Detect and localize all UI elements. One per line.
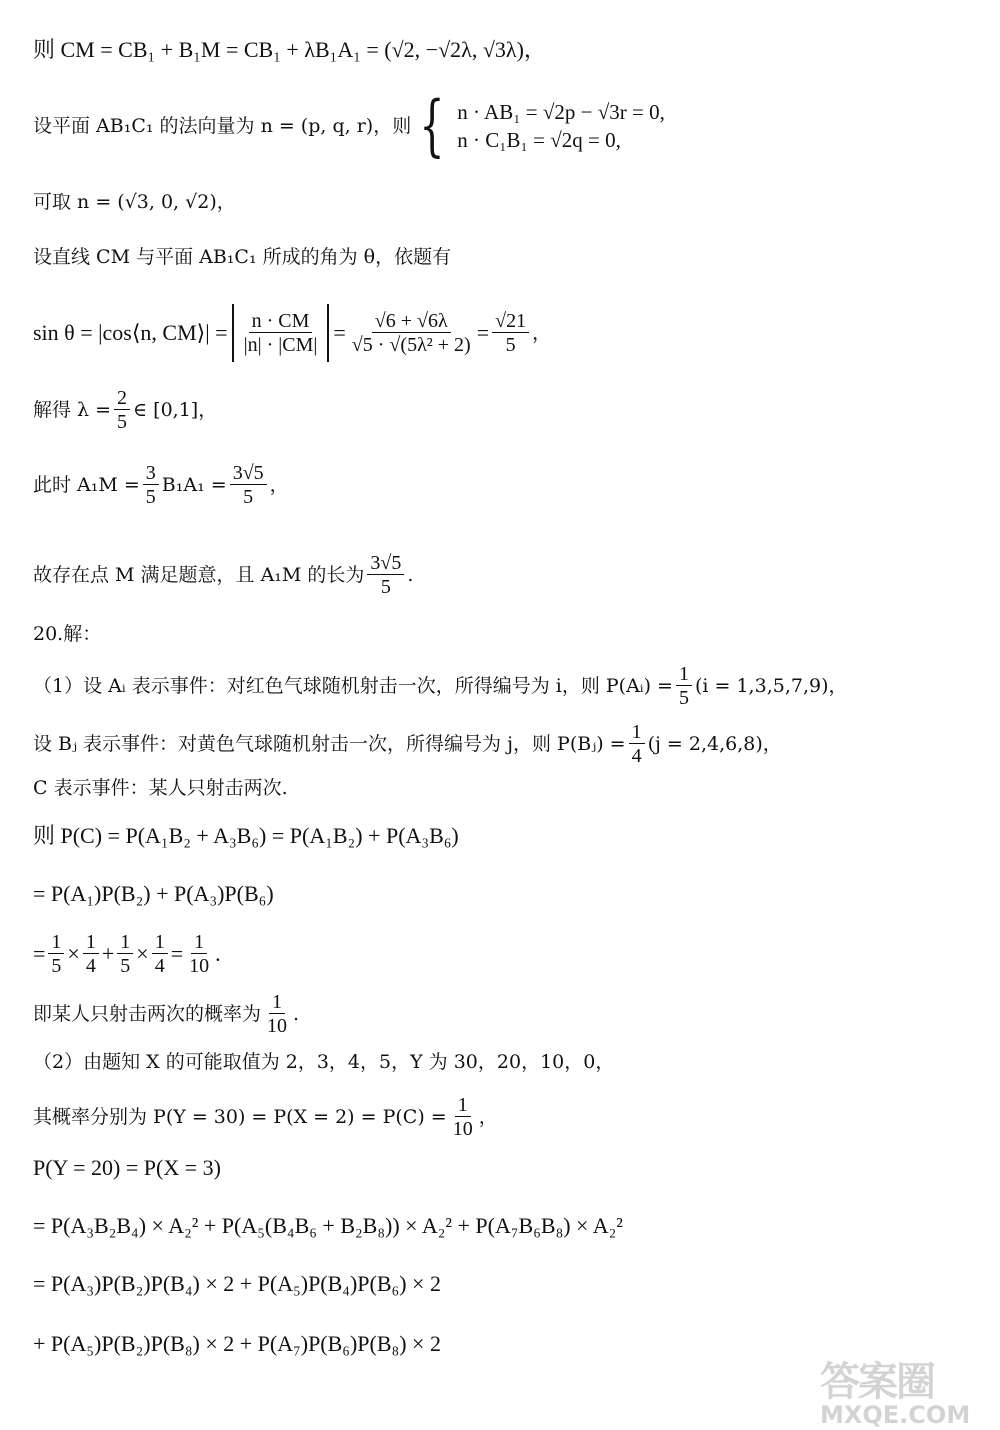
pc-conclusion-line	[33, 988, 980, 1040]
line-suffix: .	[407, 564, 414, 586]
problem-20-heading	[33, 622, 980, 646]
fraction	[629, 721, 645, 768]
fraction-numerator: √6 + √6λ	[372, 310, 451, 333]
line-text: + P(A₅)P(B₂)P(B₈) × 2 + P(A₇)P(B₆)P(B₈) × 2	[33, 1331, 441, 1356]
watermark-logo: 答案圈	[820, 1359, 934, 1405]
fraction-numerator: 1	[455, 1094, 471, 1117]
line-prefix: 解得 λ =	[33, 399, 112, 421]
fraction	[230, 462, 267, 509]
abs-bar-right	[327, 304, 329, 362]
sin-left: sin θ = |cos⟨n, CM⟩| =	[33, 320, 228, 345]
angle-definition-line	[33, 245, 980, 269]
sin-theta-equation	[33, 300, 980, 366]
left-brace: {	[419, 87, 445, 164]
a1m-length-line	[33, 458, 980, 512]
line-prefix: 故存在点 M 满足题意，且 A₁M 的长为	[33, 564, 365, 586]
system-rows	[457, 100, 665, 152]
fraction-numerator: 1	[48, 931, 64, 954]
line-text: 可取 n = (√3, 0, √2)，	[33, 191, 236, 213]
fraction-denominator: 4	[85, 954, 96, 977]
fraction-result	[492, 310, 529, 357]
fraction	[676, 663, 692, 710]
line-suffix: ，	[269, 474, 289, 496]
choose-normal-line	[33, 190, 980, 214]
line-suffix: (j = 2,4,6,8)，	[647, 733, 782, 755]
py20-line	[33, 1156, 980, 1180]
operator: =	[33, 941, 46, 966]
line-prefix: 即某人只射击两次的概率为	[33, 1003, 262, 1025]
fraction-numerator: 1	[152, 931, 168, 954]
fraction	[450, 1094, 476, 1141]
fraction	[114, 387, 130, 434]
abs-bar-left	[232, 304, 234, 362]
pc-value-line	[33, 928, 980, 980]
part-2-intro	[33, 1050, 980, 1074]
line-prefix: 设 Bⱼ 表示事件：对黄色气球随机射击一次，所得编号为 j，则 P(Bⱼ) =	[33, 733, 626, 755]
system-row-2: n · C₁B₁ = √2q = 0,	[457, 128, 621, 152]
line-suffix: .	[293, 1003, 300, 1025]
system-row-1: n · AB₁ = √2p − √3r = 0,	[457, 100, 665, 124]
operator: +	[101, 941, 115, 966]
fraction	[83, 931, 99, 978]
fraction-numerator: 3√5	[367, 552, 404, 575]
line-mid: B₁A₁ =	[161, 474, 227, 496]
operator: ×	[136, 941, 149, 966]
fraction-numerator: 2	[114, 387, 130, 410]
line-prefix: 此时 A₁M =	[33, 474, 140, 496]
line-suffix: ，	[478, 1106, 498, 1128]
fraction-numerator: 1	[191, 931, 207, 954]
fraction	[367, 552, 404, 599]
line-text: = P(A₃B₂B₄) × A₂² + P(A₅(B₄B₆ + B₂B₈)) × A₂² + P(A₇B₆B₈) × A₂²	[33, 1213, 623, 1238]
line-text: 则 CM = CB₁ + B₁M = CB₁ + λB₁A₁ = (√2, −√2λ, √3λ)，	[33, 37, 546, 62]
line-text: C 表示事件：某人只射击两次.	[33, 777, 288, 799]
fraction-denominator: 5	[243, 485, 254, 508]
py30-line	[33, 1090, 980, 1144]
line-tail: ，	[532, 322, 552, 344]
fraction-numerator: 1	[117, 931, 133, 954]
lambda-solution-line	[33, 384, 980, 436]
fraction-denominator: √5 · √(5λ² + 2)	[351, 333, 471, 356]
py20-expansion-2	[33, 1272, 980, 1296]
fraction-numerator: √21	[492, 310, 529, 333]
line-prefix: （1）设 Aᵢ 表示事件：对红色气球随机射击一次，所得编号为 i，则 P(Aᵢ) =	[33, 675, 673, 697]
equals-sign: =	[476, 320, 490, 345]
event-a-definition	[33, 660, 980, 712]
watermark	[820, 1350, 990, 1429]
fraction-numerator: 3√5	[230, 462, 267, 485]
event-b-definition	[33, 718, 980, 770]
fraction-denominator: 5	[51, 954, 62, 977]
fraction-denominator: 10	[452, 1117, 473, 1140]
operator: .	[215, 941, 221, 966]
fraction	[152, 931, 168, 978]
line-suffix: (i = 1,3,5,7,9)，	[694, 675, 848, 697]
equation-system	[411, 87, 665, 164]
fraction-denominator: 4	[154, 954, 165, 977]
fraction-denominator: 5	[117, 410, 128, 433]
solution-line-cm-vector	[33, 38, 980, 62]
fraction-sqrt	[349, 310, 474, 357]
fraction-numerator: n · CM	[249, 310, 313, 333]
pc-expansion-line-2	[33, 882, 980, 906]
fraction-numerator: 1	[269, 991, 285, 1014]
line-text: 设直线 CM 与平面 AB₁C₁ 所成的角为 θ，依题有	[33, 246, 452, 268]
watermark-site: MXQE.COM	[820, 1401, 971, 1429]
py20-expansion-1	[33, 1214, 980, 1238]
line-text: = P(A₃)P(B₂)P(B₄) × 2 + P(A₅)P(B₄)P(B₆) × 2	[33, 1271, 441, 1296]
fraction	[117, 931, 133, 978]
line-text: 20.解：	[33, 623, 102, 645]
line-text: = P(A₁)P(B₂) + P(A₃)P(B₆)	[33, 881, 274, 906]
fraction-denominator: 5	[505, 333, 516, 356]
fraction-denominator: 5	[145, 485, 156, 508]
fraction	[48, 931, 64, 978]
operator: ×	[67, 941, 80, 966]
line-text: 则 P(C) = P(A₁B₂ + A₃B₆) = P(A₁B₂) + P(A₃B₆)	[33, 823, 459, 848]
conclusion-line	[33, 548, 980, 602]
pc-expansion-line-1	[33, 824, 980, 848]
fraction-denominator: 5	[380, 575, 391, 598]
fraction	[143, 462, 159, 509]
fraction-denominator: 10	[189, 954, 210, 977]
fraction-dot-over-norm	[241, 310, 321, 357]
line-prefix: 设平面 AB₁C₁ 的法向量为 n = (p, q, r)，则	[33, 115, 412, 137]
fraction-numerator: 1	[83, 931, 99, 954]
fraction-denominator: 10	[267, 1014, 288, 1037]
fraction	[264, 991, 290, 1038]
line-text: （2）由题知 X 的可能取值为 2，3，4，5，Y 为 30，20，10，0，	[33, 1051, 615, 1073]
line-suffix: ∈ [0,1]，	[133, 399, 218, 421]
fraction-numerator: 1	[676, 663, 692, 686]
fraction-denominator: |n| · |CM|	[243, 333, 318, 356]
fraction-numerator: 1	[629, 721, 645, 744]
normal-vector-system-line	[33, 88, 980, 164]
fraction	[186, 931, 212, 978]
event-c-definition	[33, 776, 980, 800]
fraction-denominator: 4	[631, 744, 642, 767]
equals-sign: =	[333, 320, 346, 345]
line-prefix: 其概率分别为 P(Y = 30) = P(X = 2) = P(C) =	[33, 1106, 447, 1128]
fraction-denominator: 5	[120, 954, 131, 977]
fraction-numerator: 3	[143, 462, 159, 485]
operator: =	[170, 941, 184, 966]
fraction-denominator: 5	[678, 686, 689, 709]
line-text: P(Y = 20) = P(X = 3)	[33, 1155, 221, 1180]
